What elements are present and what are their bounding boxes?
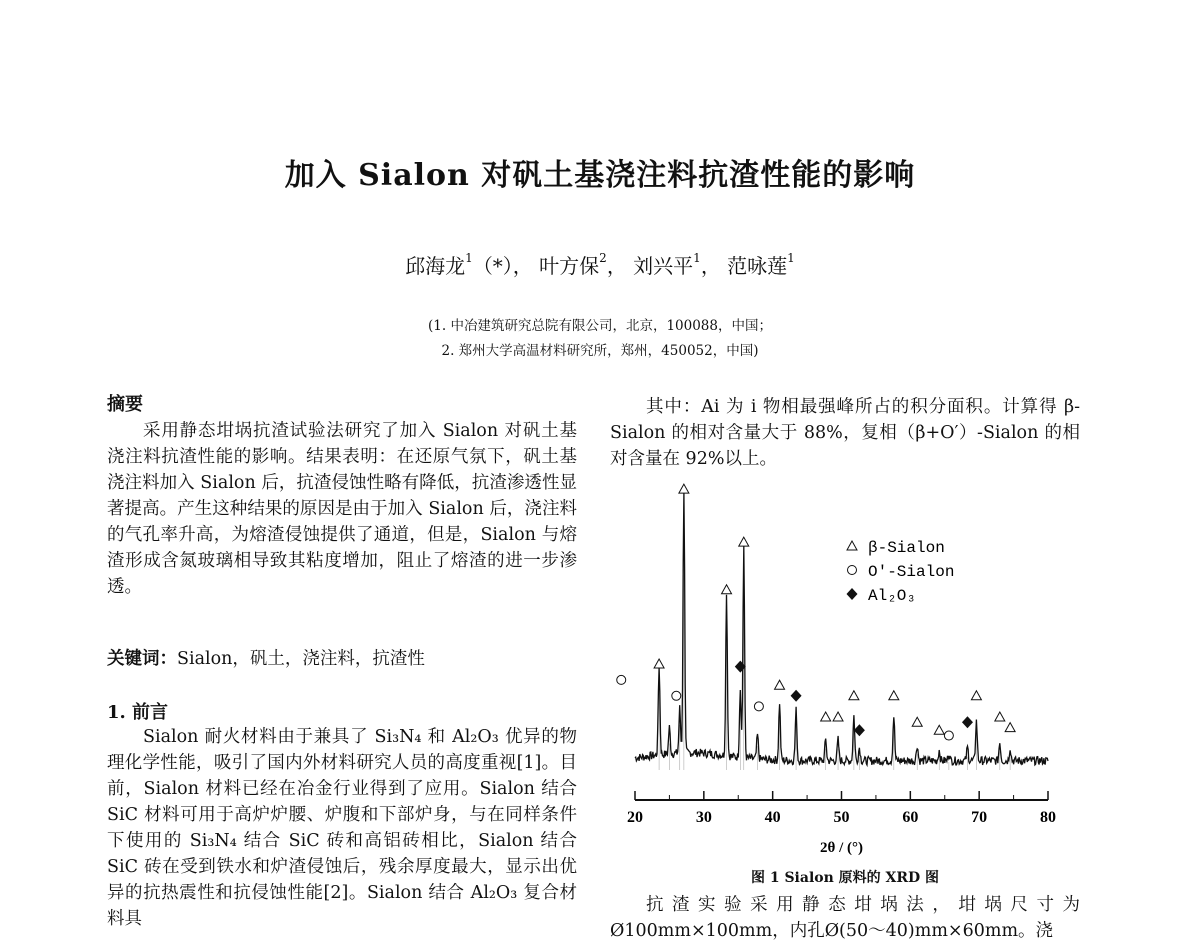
x-tick-label: 30 [695,809,712,826]
intro-body [107,724,577,932]
right-para-1 [610,394,1080,472]
abstract-heading: 摘要 [107,394,143,415]
author-affiliation-mark: 1 [693,251,701,266]
beta-sialon-marker [739,537,749,546]
o-sialon-marker [754,702,763,711]
beta-sialon-marker [722,585,732,594]
author-name: 邱海龙 [405,254,466,278]
beta-sialon-marker [912,717,922,726]
beta-sialon-marker [934,725,944,734]
author-list [0,250,1200,279]
beta-sialon-marker [995,712,1005,721]
author-affiliation-mark: 1 [465,251,473,266]
beta-sialon-marker [849,691,859,700]
x-axis-label: 2θ / (°) [820,840,863,856]
legend-label: O′-Sialon [868,563,955,581]
xrd-chart [600,480,1080,860]
x-tick-label: 70 [971,809,988,826]
author-separator: （*）， [472,254,533,278]
beta-sialon-marker [654,659,664,668]
right-para-2-text: 抗渣实验采用静态坩埚法，坩埚尺寸为 Ø100mm×100mm，内孔Ø(50～40)mm×60mm。浇 [610,895,1080,941]
figure-caption: 图 1 Sialon 原料的 XRD 图 [750,870,940,886]
keywords [107,645,577,670]
legend-o-sialon-marker [848,566,857,575]
xrd-pattern-line [635,491,1048,765]
abstract-body [107,418,577,600]
o-sialon-marker [672,691,681,700]
x-tick-label: 40 [764,809,781,826]
legend-label: Al₂O₃ [868,587,917,605]
beta-sialon-marker [679,484,689,493]
author-name: 叶方保 [539,254,600,278]
o-sialon-marker [944,731,953,740]
author-separator: ， [700,254,721,278]
intro-heading: 1. 前言 [107,702,169,723]
beta-sialon-marker [971,691,981,700]
x-tick-label: 60 [902,809,919,826]
keywords-label: 关键词： [107,649,177,669]
beta-sialon-marker [1005,723,1015,732]
author-separator: ， [606,254,627,278]
affiliation-line: 2. 郑州大学高温材料研究所，郑州，450052，中国) [441,343,759,359]
legend-beta-sialon-marker [847,541,857,550]
x-tick-label: 50 [833,809,850,826]
right-para-1-text: 其中：Ai 为 i 物相最强峰所占的积分面积。计算得 β-Sialon 的相对含量大于 88%，复相（β+O′）-Sialon 的相对含量在 92%以上。 [610,397,1080,469]
legend-label: β-Sialon [868,539,945,557]
paper-title: 加入 Sialon 对矾土基浇注料抗渣性能的影响 [284,158,916,193]
intro-text: Sialon 耐火材料由于兼具了 Si₃N₄ 和 Al₂O₃ 优异的物理化学性能，吸引了国内外材料研究人员的高度重视[1]。目前，Sialon 材料已经在冶金行业得到了应用。Sialon 结合 SiC 材料可用于高炉炉腰、炉腹和下部炉身，与在同样条件下使用的 Si₃N₄ 结合 SiC 砖和高铝砖相比，Sialon 结合 SiC 砖在受到铁水和炉渣侵蚀后，残余厚度最大，显示出优异的抗热震性和抗侵蚀性能[2]。Sialon 结合 Al₂O₃ 复合材料具 [107,727,577,929]
beta-sialon-marker [775,680,785,689]
keywords-text: Sialon，矾土，浇注料，抗渣性 [177,649,425,669]
legend-al2o3-marker [847,588,858,600]
author-name: 范咏莲 [727,254,788,278]
al2o3-marker [854,724,865,736]
right-para-2 [610,892,1080,944]
al2o3-marker [962,716,973,728]
author-affiliation-mark: 2 [599,251,607,266]
x-tick-label: 20 [627,809,643,826]
beta-sialon-marker [889,691,899,700]
x-tick-label: 80 [1040,809,1056,826]
beta-sialon-marker [833,712,843,721]
beta-sialon-marker [821,712,831,721]
affiliation-line: (1. 中冶建筑研究总院有限公司，北京，100088，中国； [428,318,772,334]
author-affiliation-mark: 1 [787,251,795,266]
author-name: 刘兴平 [633,254,694,278]
al2o3-marker [791,690,802,702]
abstract-text: 采用静态坩埚抗渣试验法研究了加入 Sialon 对矾土基浇注料抗渣性能的影响。结果表明：在还原气氛下，矾土基浇注料加入 Sialon 后，抗渣侵蚀性略有降低，抗渣渗透性显著提高。产生这种结果的原因是由于加入 Sialon 后，浇注料的气孔率升高，为熔渣侵蚀提供了通道，但是，Sialon 与熔渣形成含氮玻璃相导致其粘度增加，阻止了熔渣的进一步渗透。 [107,421,577,597]
o-sialon-marker [617,675,626,684]
